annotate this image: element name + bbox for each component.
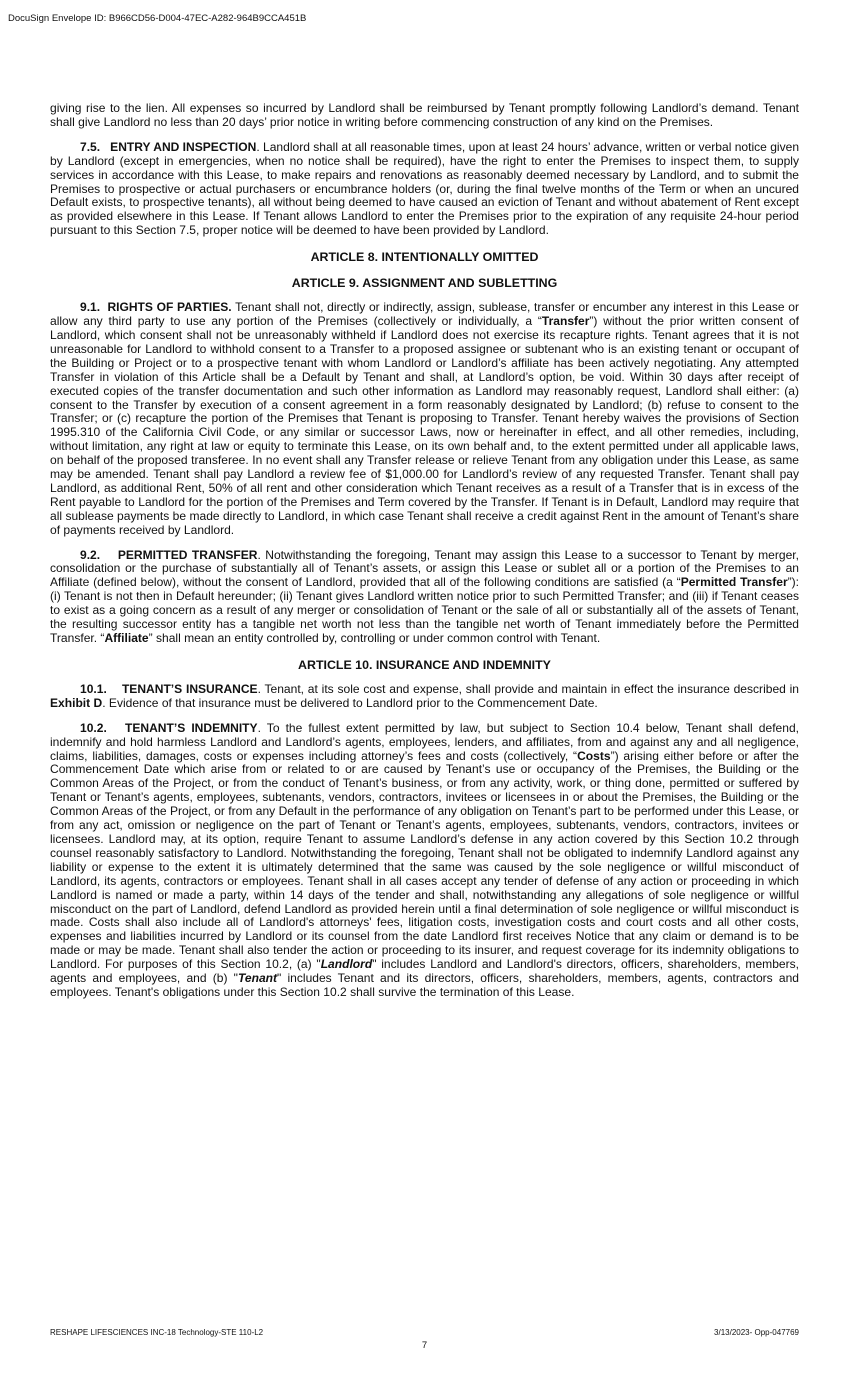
article-8-heading: ARTICLE 8. INTENTIONALLY OMITTED [310,250,539,265]
section-7-5-text: . Landlord shall at all reasonable times, upon at least 24 hours’ advance, written or verbal notice given by Landlord (except in emergencies, when no notice shall be required), have the right to enter the Premises to inspect them, to supply services in accordance with this Lease, to make repairs and renovations as reasonably deemed necessary by Landlord, and to submit the Premises to prospective or actual purchasers or encumbrance holders (or, during the final twelve months of the Term or when an uncured Default exists, to prospective tenants), all without being deemed to have caused an eviction of Tenant and without abatement of Rent except as provided elsewhere in this Lease. If Tenant allows Landlord to enter the Premises prior to the expiration of any requisite 24-hour period pursuant to this Section 7.5, proper notice will be deemed to have been provided by Landlord. [50,139,800,238]
defined-term-landlord: Landlord [320,957,373,972]
section-9-1 [50,301,799,537]
defined-term-costs: Costs [577,748,611,763]
defined-term-tenant: Tenant [237,971,278,986]
section-9-1-title: RIGHTS OF PARTIES. [107,300,232,315]
section-9-1-text-b: ”) without the prior written consent of Landlord, which consent shall not be unreasonably withheld if Landlord does not exercise its recapture rights. Tenant agrees that it is not unreasonable for Landlord to withhold consent to a Transfer to a proposed assignee or subtenant who is an existing tenant or occupant of the Building or Project or to a prospective tenant with whom Landlord or Landlord’s affiliate has been actively negotiating. Any attempted Transfer in violation of this Article shall be a Default by Tenant and shall, at Landlord’s option, be void. Within 30 days after receipt of executed copies of the transfer documentation and such other information as Landlord may reasonably request, Landlord shall either: (a) consent to the Transfer by execution of a consent agreement in a form reasonably designated by Landlord; (b) refuse to consent to the Transfer; or (c) recapture the portion of the Premises that Tenant is proposing to Transfer. Tenant hereby waives the provisions of Section 1995.310 of the California Civil Code, or any similar or successor Laws, now or hereinafter in effect, and all other remedies, including, without limitation, any right at law or equity to terminate this Lease, on its own behalf and, to the extent permitted under all applicable laws, on behalf of the proposed transferee. In no event shall any Transfer release or relieve Tenant from any obligation under this Lease, as same may be amended. Tenant shall pay Landlord a review fee of $1,000.00 for Landlord’s review of any requested Transfer. Tenant shall pay Landlord, as additional Rent, 50% of all rent and other consideration which Tenant receives as a result of a Transfer that is in excess of the Rent payable to Landlord for the portion of the Premises and Term covered by the Transfer. If Tenant is in Default, Landlord may require that all sublease payments be made directly to Landlord, in which case Tenant shall receive a credit against Rent in the amount of Tenant’s share of payments received by Landlord. [50,314,799,537]
section-7-5-title: ENTRY AND INSPECTION [110,139,257,154]
document-body [50,102,799,1011]
section-10-2-text-b: ”) arising either before or after the Commencement Date which arise from or related to or are caused by Tenant’s use or occupancy of the Premises, the Building or the Common Areas of the Project, or from the conduct of Tenant’s business, or from any activity, work, or thing done, permitted or suffered by Tenant or Tenant’s agents, employees, subtenants, vendors, contractors, invitees or licensees in or about the Premises, the Building or the Common Areas of the Project, or from any Default in the performance of any obligation on Tenant’s part to be performed under this Lease, or from any act, omission or negligence on the part of Tenant or Tenant’s agents, employees, subtenants, vendors, contractors, invitees or licensees. Landlord may, at its option, require Tenant to assume Landlord’s defense in any action covered by this Section 10.2 through counsel reasonably satisfactory to Landlord. Notwithstanding the foregoing, Tenant shall not be obligated to indemnify Landlord against any liability or expense to the extent it is ultimately determined that the same was caused by the sole negligence or willful misconduct of Landlord, its agents, contractors or employees. Tenant shall in all cases accept any tender of defense of any action or proceeding in which Landlord is named or made a party, within 14 days of the tender and shall, notwithstanding any allegations of sole negligence or willful misconduct on the part of Landlord, defend Landlord as provided herein until a final determination of sole negligence or willful misconduct is made. Costs shall also include all of Landlord's attorneys' fees, litigation costs, investigation costs and court costs and all other costs, expenses and liabilities incurred by Landlord or its counsel from the date Landlord first receives Notice that any claim or demand is to be made or may be made. Tenant shall also tender the action or proceeding to its insurer, and request coverage for its indemnity obligations to Landlord. For purposes of this Section 10.2, (a) " [50,748,799,972]
defined-term-affiliate: Affiliate [104,631,149,645]
article-10-heading: ARTICLE 10. INSURANCE AND INDEMNITY [298,657,551,672]
section-10-1 [50,683,799,711]
section-10-2-text-c: " includes Landlord and Landlord's directors, officers, shareholders, members, agents and employees, and (b) " [50,957,799,986]
section-9-2-title: PERMITTED TRANSFER [117,547,258,562]
envelope-id: DocuSign Envelope ID: B966CD56-D004-47EC-A282-964B9CCA451B [8,13,307,24]
paragraph-lien: giving rise to the lien. All expenses so incurred by Landlord shall be reimbursed by Tenant promptly following Landlord’s demand. Tenant shall give Landlord no less than 20 days’ prior notice in writing before commencing construction of any kind on the Premises. [50,101,799,129]
section-10-1-title: TENANT’S INSURANCE [121,681,258,696]
section-9-1-text-a: Tenant shall not, directly or indirectly, assign, sublease, transfer or encumber any interest in this Lease or allow any third party to use any portion of the Premises (collectively or individually, a “ [50,300,799,329]
section-9-1-number: 9.1. [80,300,101,315]
page-number: 7 [421,1340,428,1351]
section-10-2-text-d: " includes Tenant and its directors, officers, shareholders, members, agents, contractors and employees. Tenant's obligations under this Section 10.2 shall survive the termination of this Lease. [50,971,800,999]
defined-term-transfer: Transfer [541,314,590,329]
section-9-2 [50,549,799,646]
section-7-5 [50,141,799,238]
section-9-2-text-b: ”): (i) Tenant is not then in Default hereunder; (ii) Tenant gives Landlord written notice prior to such Permitted Transfer; and (iii) if Tenant ceases to exist as a going concern as a result of any merger or consolidation of Tenant or the sale of all or substantially all of the assets of Tenant, the resulting successor entity has a tangible net worth not less than the tangible net worth of Tenant immediately before the Permitted Transfer. “ [50,575,800,645]
footer-left: RESHAPE LIFESCIENCES INC-18 Technology-STE 110-L2 [50,1328,264,1337]
article-9-heading: ARTICLE 9. ASSIGNMENT AND SUBLETTING [291,276,558,291]
footer-right: 3/13/2023- Opp-047769 [714,1328,799,1337]
section-10-1-text-b: . Evidence of that insurance must be delivered to Landlord prior to the Commencement Date. [102,695,598,710]
section-9-2-text-a: . Notwithstanding the foregoing, Tenant may assign this Lease to a successor to Tenant by merger, consolidation or the purchase of substantially all of Tenant’s assets, or assign this Lease or sublet all or a portion of the Premises to an Affiliate (defined below), without the consent of Landlord, provided that all of the following conditions are satisfied (a “ [50,547,799,590]
section-10-2-number: 10.2. [80,720,107,735]
section-9-2-number: 9.2. [80,547,101,562]
defined-term-permitted-transfer: Permitted Transfer [680,575,788,590]
section-10-2 [50,722,799,1000]
exhibit-reference: Exhibit D [50,695,103,710]
section-10-2-text-a: . To the fullest extent permitted by law, but subject to Section 10.4 below, Tenant shall defend, indemnify and hold harmless Landlord and Landlord’s agents, employees, lenders, and affiliates, from and against any and all negligence, claims, liabilities, damages, costs or expenses including attorney’s fees and costs (collectively, “ [50,720,800,763]
section-10-1-text-a: . Tenant, at its sole cost and expense, shall provide and maintain in effect the insurance described in [257,681,800,696]
section-9-2-text-c: ” shall mean an entity controlled by, controlling or under common control with Tenant. [148,631,601,645]
section-7-5-number: 7.5. [80,139,101,154]
section-10-1-number: 10.1. [80,681,107,696]
section-10-2-title: TENANT’S INDEMNITY [125,720,258,735]
